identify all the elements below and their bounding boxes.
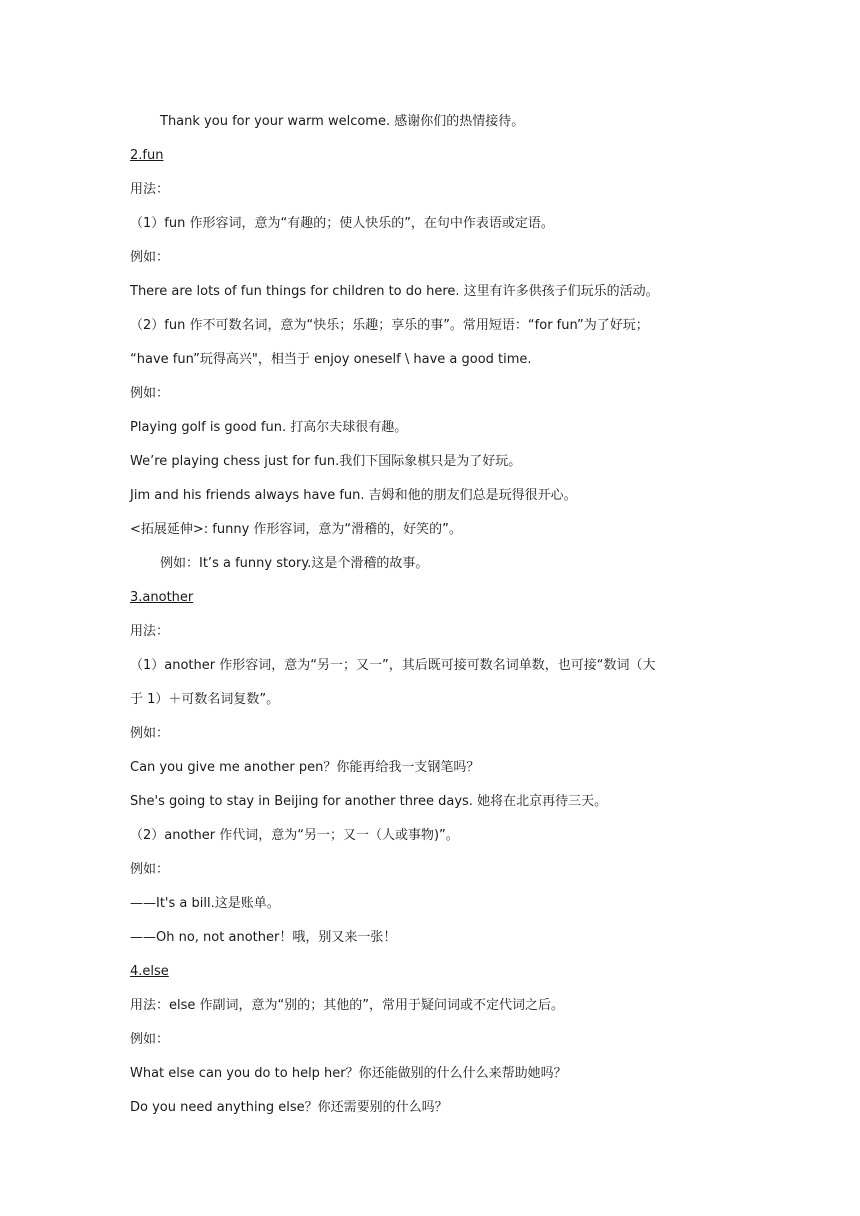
example-sentence: Can you give me another pen？你能再给我一支钢笔吗？	[130, 760, 480, 775]
usage-point: （2）fun 作不可数名词，意为“快乐；乐趣；享乐的事”。常用短语：“for fun”为了好玩；	[130, 318, 649, 333]
example-label: 例如：	[130, 862, 170, 877]
dialogue-line: ——Oh no, not another！哦，别又来一张！	[130, 930, 397, 945]
example-label: 例如：	[130, 386, 170, 401]
usage-point: （1）another 作形容词，意为“另一；又一”，其后既可接可数名词单数，也可接“数词（大	[130, 658, 656, 673]
usage-point-continued: 于 1）＋可数名词复数”。	[130, 692, 280, 707]
example-sentence: We’re playing chess just for fun.我们下国际象棋只是为了好玩。	[130, 454, 522, 469]
section-heading-another: 3.another	[130, 590, 194, 605]
example-sentence: Thank you for your warm welcome. 感谢你们的热情接待。	[160, 114, 525, 129]
example-label: 例如：	[130, 250, 170, 265]
example-sentence: Jim and his friends always have fun. 吉姆和他的朋友们总是玩得很开心。	[130, 488, 577, 503]
usage-point: （1）fun 作形容词，意为“有趣的；使人快乐的”，在句中作表语或定语。	[130, 216, 554, 231]
example-sentence: What else can you do to help her？你还能做别的什么什么来帮助她吗？	[130, 1066, 567, 1081]
usage-label: 用法：	[130, 182, 170, 197]
example-sentence: There are lots of fun things for children to do here. 这里有许多供孩子们玩乐的活动。	[130, 284, 659, 299]
section-heading-fun: 2.fun	[130, 148, 164, 163]
usage-label: 用法：	[130, 624, 170, 639]
example-label: 例如：	[130, 726, 170, 741]
example-sentence: She's going to stay in Beijing for another three days. 她将在北京再待三天。	[130, 794, 608, 809]
example-sentence: Do you need anything else？你还需要别的什么吗？	[130, 1100, 448, 1115]
usage-point: 用法：else 作副词，意为“别的；其他的”，常用于疑问词或不定代词之后。	[130, 998, 564, 1013]
usage-point-continued: “have fun”玩得高兴"，相当于 enjoy oneself \ have a good time.	[130, 352, 532, 367]
example-label: 例如：	[130, 1032, 170, 1047]
section-heading-else: 4.else	[130, 964, 169, 979]
usage-point: （2）another 作代词，意为“另一；又一（人或事物)”。	[130, 828, 459, 843]
example-sentence: 例如：It’s a funny story.这是个滑稽的故事。	[160, 556, 429, 571]
example-sentence: Playing golf is good fun. 打高尔夫球很有趣。	[130, 420, 408, 435]
dialogue-line: ——It's a bill.这是账单。	[130, 896, 280, 911]
extension-note: <拓展延伸>: funny 作形容词，意为“滑稽的，好笑的”。	[130, 522, 462, 537]
